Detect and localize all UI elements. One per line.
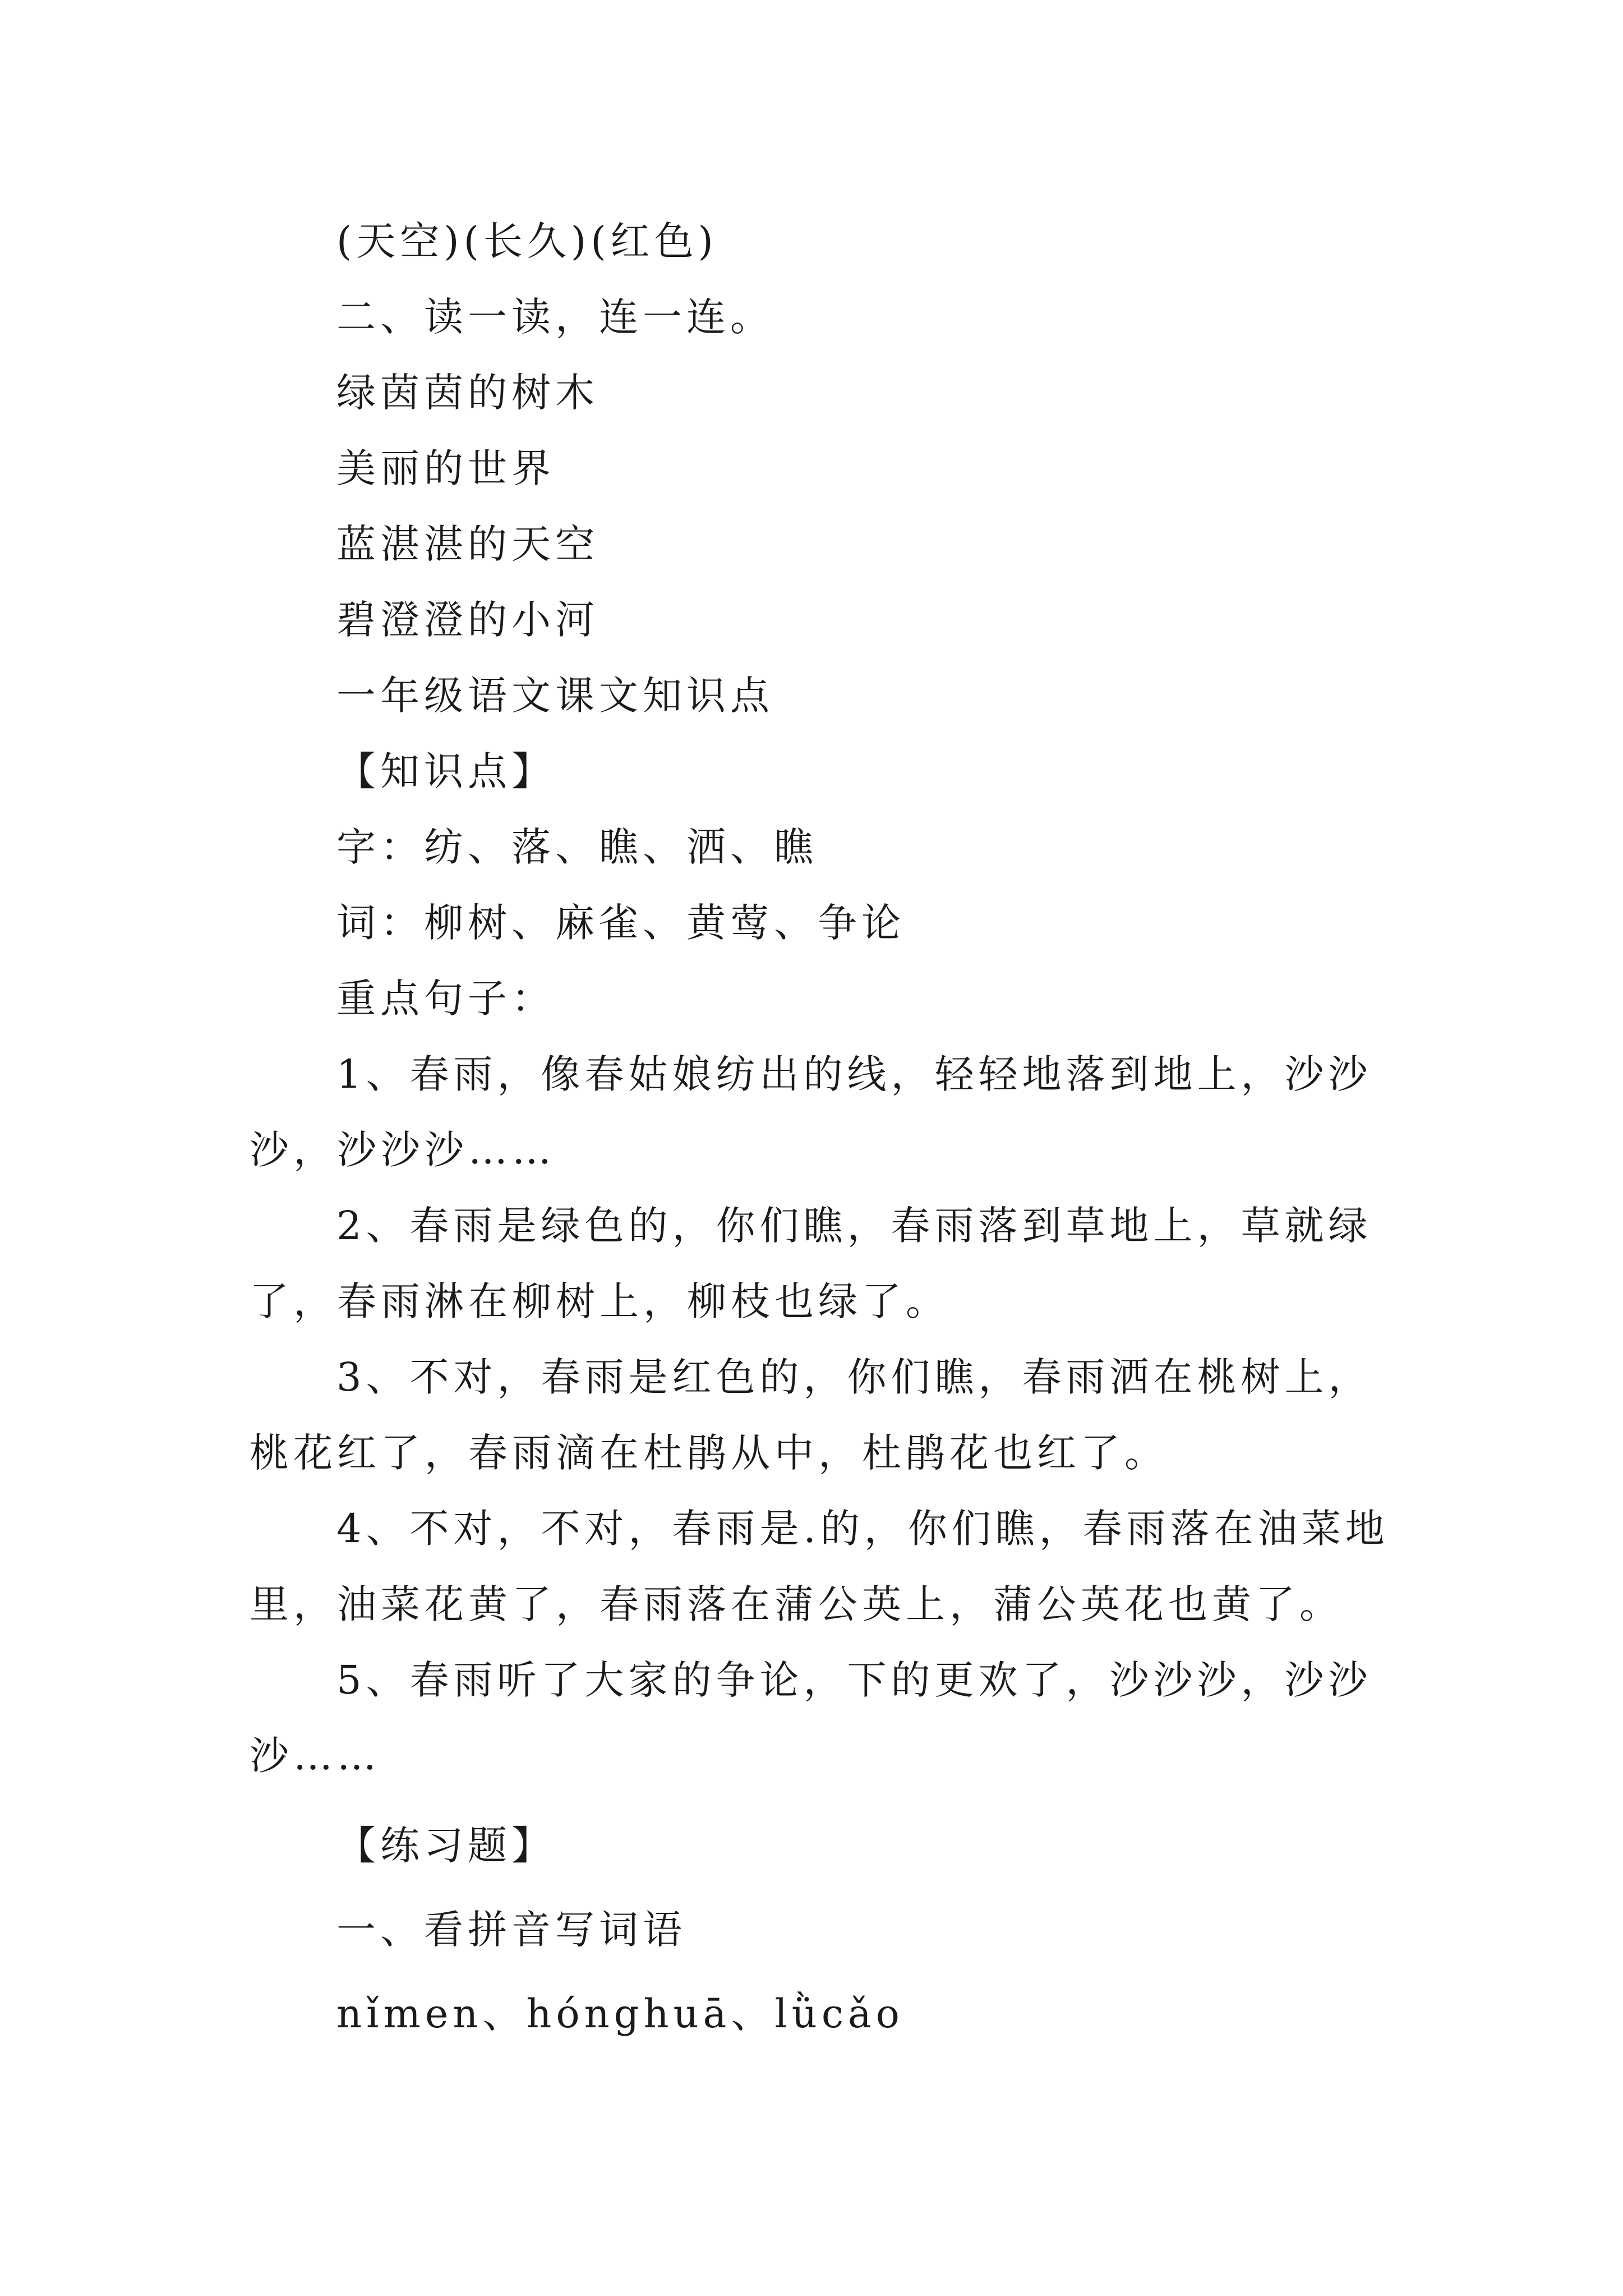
section-title: 一年级语文课文知识点 <box>336 673 774 719</box>
exercise-two-heading: 二、读一读，连一连。 <box>336 294 774 340</box>
characters-line: 字：纺、落、瞧、洒、瞧 <box>336 824 818 870</box>
match-item-3: 蓝湛湛的天空 <box>336 521 599 567</box>
pinyin-line: nǐmen、hónghuā、lǜcǎo <box>336 1991 904 2037</box>
words-line: 词：柳树、麻雀、黄莺、争论 <box>336 900 905 946</box>
sentence-3-line-2: 桃花红了，春雨滴在杜鹃从中，杜鹃花也红了。 <box>250 1430 1168 1476</box>
sentence-3-line-1: 3、不对，春雨是红色的，你们瞧，春雨洒在桃树上， <box>336 1354 1372 1400</box>
match-item-4: 碧澄澄的小河 <box>336 597 599 643</box>
key-sentences-heading: 重点句子： <box>336 976 555 1022</box>
sentence-2-line-1: 2、春雨是绿色的，你们瞧，春雨落到草地上，草就绿 <box>336 1203 1372 1249</box>
match-item-2: 美丽的世界 <box>336 445 555 491</box>
exercise-one-heading: 一、看拼音写词语 <box>336 1907 686 1953</box>
sentence-1-line-2: 沙，沙沙沙…… <box>250 1127 556 1173</box>
sentence-4-line-1: 4、不对，不对，春雨是.的，你们瞧，春雨落在油菜地 <box>336 1506 1389 1552</box>
answer-words: (天空)(长久)(红色) <box>336 218 718 264</box>
sentence-5-line-2: 沙…… <box>250 1733 381 1779</box>
sentence-4-line-2: 里，油菜花黄了，春雨落在蒲公英上，蒲公英花也黄了。 <box>250 1581 1343 1627</box>
match-item-1: 绿茵茵的树木 <box>336 370 599 416</box>
exercises-heading: 【练习题】 <box>336 1823 555 1869</box>
sentence-1-line-1: 1、春雨，像春姑娘纺出的线，轻轻地落到地上，沙沙 <box>336 1051 1372 1097</box>
sentence-5-line-1: 5、春雨听了大家的争论，下的更欢了，沙沙沙，沙沙 <box>336 1657 1372 1703</box>
sentence-2-line-2: 了，春雨淋在柳树上，柳枝也绿了。 <box>250 1278 949 1324</box>
knowledge-heading: 【知识点】 <box>336 748 555 794</box>
